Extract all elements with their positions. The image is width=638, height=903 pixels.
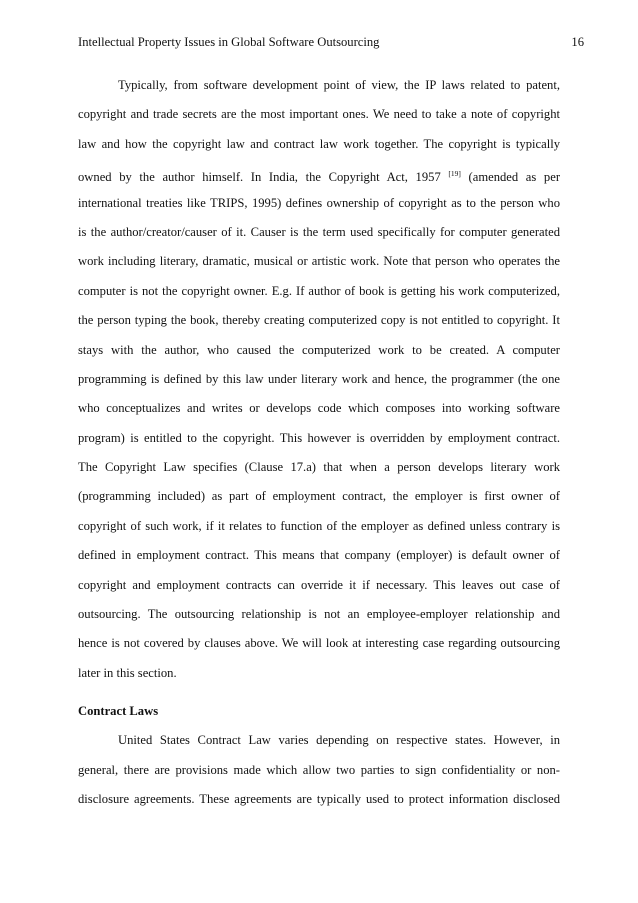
text-line: is the author/creator/causer of it. Causer is the term used specifically for computer generated <box>78 224 560 239</box>
text-segment: (amended as per <box>468 170 561 185</box>
text-line: (programming included) as part of employment contract, the employer is first owner of <box>78 489 560 504</box>
text-line: general, there are provisions made which allow two parties to sign confidentiality or non- <box>78 762 560 777</box>
page-header <box>78 34 584 50</box>
text-segment: owned by the author himself. In India, the Copyright Act, 1957 <box>78 170 441 185</box>
text-line-with-citation <box>78 159 560 188</box>
text-line: program) is entitled to the copyright. This however is overridden by employment contract. <box>78 430 560 445</box>
page-body <box>78 71 560 814</box>
text-line: United States Contract Law varies depending on respective states. However, in <box>118 733 560 748</box>
text-line: copyright of such work, if it relates to function of the employer as defined unless contrary is <box>78 518 560 533</box>
text-line: copyright and employment contracts can override it if necessary. This leaves out case of <box>78 577 560 592</box>
text-line: outsourcing. The outsourcing relationship is not an employee-employer relationship and <box>78 607 560 622</box>
text-line: programming is defined by this law under literary work and hence, the programmer (the one <box>78 371 560 386</box>
section-heading: Contract Laws <box>78 704 159 719</box>
text-line: who conceptualizes and writes or develops code which composes into working software <box>78 401 560 416</box>
text-line: work including literary, dramatic, musical or artistic work. Note that person who operates the <box>78 254 560 269</box>
text-line: The Copyright Law specifies (Clause 17.a) that when a person develops literary work <box>78 460 560 475</box>
page-number: 16 <box>571 35 584 49</box>
text-line: defined in employment contract. This means that company (employer) is default owner of <box>78 548 560 563</box>
paragraph-copyright <box>78 71 560 688</box>
text-line: stays with the author, who caused the computerized work to be created. A computer <box>78 342 560 357</box>
text-line: computer is not the copyright owner. E.g. If author of book is getting his work computerized, <box>78 283 560 298</box>
text-line: copyright and trade secrets are the most important ones. We need to take a note of copyright <box>78 107 560 122</box>
text-line: the person typing the book, thereby creating computerized copy is not entitled to copyright. It <box>78 313 560 328</box>
citation-ref: [19] <box>448 169 461 179</box>
text-line: later in this section. <box>78 665 177 680</box>
text-line: hence is not covered by clauses above. We will look at interesting case regarding outsourcing <box>78 636 560 651</box>
paragraph-contract-laws <box>78 726 560 814</box>
text-line: Typically, from software development point of view, the IP laws related to patent, <box>118 78 560 92</box>
text-line: international treaties like TRIPS, 1995) defines ownership of copyright as to the person who <box>78 195 560 210</box>
running-title: Intellectual Property Issues in Global Software Outsourcing <box>78 35 380 49</box>
text-line: law and how the copyright law and contract law work together. The copyright is typically <box>78 136 560 151</box>
text-line: disclosure agreements. These agreements are typically used to protect information disclosed <box>78 791 560 806</box>
